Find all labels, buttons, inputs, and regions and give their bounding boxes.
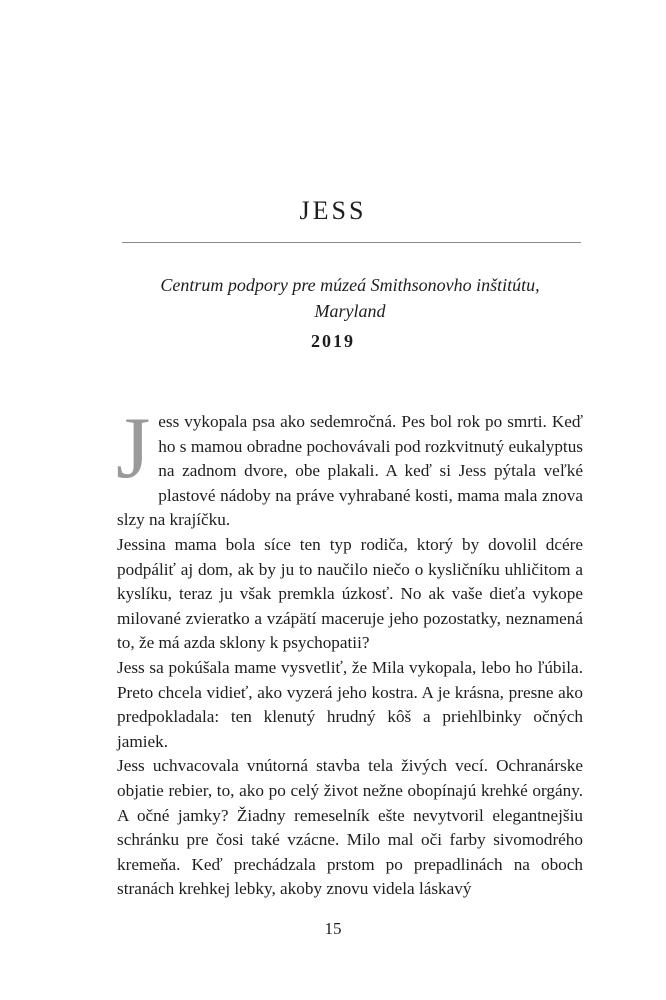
drop-cap: J: [116, 400, 151, 497]
paragraph-1: [116, 400, 583, 533]
paragraph-1-text: ess vykopala psa ako sedemročná. Pes bol rok po smrti. Keď ho s mamou obradne pochovávali pod rozkvitnutý eukalyptus na zadnom dvore, obe plakali. A keď si Jess pýtala veľké plastové nádoby na práve vyhrabané kosti, mama mala znova slzy na krajíčku.: [117, 412, 583, 530]
chapter-body: [116, 400, 583, 902]
chapter-title: JESS: [299, 196, 367, 225]
page-number: 15: [324, 919, 342, 938]
paragraph-4: Jess uchvacovala vnútorná stavba tela živých vecí. Ochranárske objatie rebier, to, ako po celý život nežne obopínajú krehké orgány. A očné jamky? Žiadny remeselník ešte nevytvoril elegantnejšiu schránku pre čosi také vzácne. Milo mal oči farby sivomodrého kremeňa. Keď prechádzala prstom po prepadlinách na oboch stranách krehkej lebky, akoby znovu videla láskavý: [117, 756, 583, 899]
location-line-1: Centrum podpory pre múzeá Smithsonovho inštitútu,: [160, 275, 540, 295]
location-line-2: Maryland: [314, 301, 386, 321]
paragraph-2: Jessina mama bola síce ten typ rodiča, ktorý by dovolil dcére podpáliť aj dom, ak by ju to naučilo niečo o kysličníku uhličitom a kyslíku, teraz ju však premkla úzkosť. No ak vaše dieťa vykope milované zvieratko a vzápätí maceruje jeho pozostatky, neznamená to, že má azda sklony k psychopatii?: [117, 534, 583, 653]
paragraph-3: Jess sa pokúšala mame vysvetliť, že Mila vykopala, lebo ho ľúbila. Preto chcela vidieť, ako vyzerá jeho kostra. A je krásna, presne ako predpokladala: ten klenutý hrudný kôš a priehlbinky očných jamiek.: [117, 657, 583, 751]
year-heading: 2019: [311, 331, 355, 351]
title-divider: [122, 242, 581, 243]
location-subtitle: [100, 272, 600, 324]
